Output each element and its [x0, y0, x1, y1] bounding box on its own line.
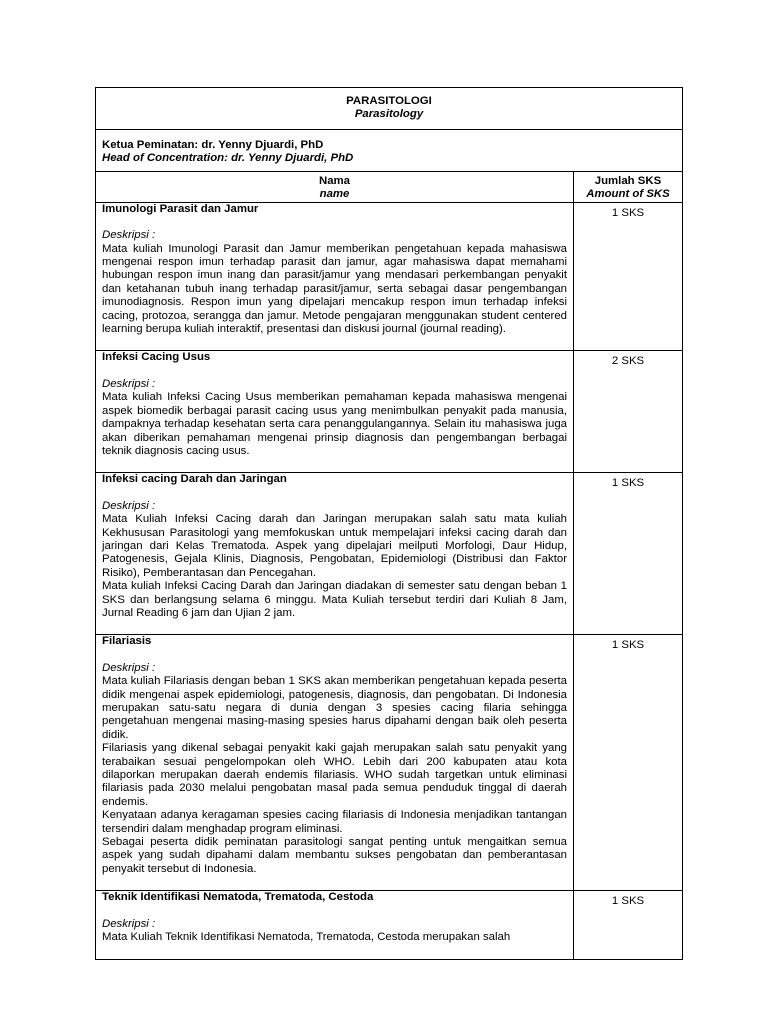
- sks-value: 1 SKS: [611, 895, 645, 908]
- column-sks-en: Amount of SKS: [586, 188, 670, 201]
- course-cell: [96, 202, 574, 351]
- head-en: Head of Concentration: dr. Yenny Djuardi, PhD: [102, 152, 354, 165]
- course-row: [96, 891, 683, 959]
- description-paragraph: Mata kuliah Infeksi Cacing Usus memberikan pemahaman kepada mahasiswa mengenai aspek biomedik berbagai parasit cacing usus yang menimbulkan penyakit pada manusia, dampaknya terhadap kesehatan serta cara penanggulangannya. Selain itu mahasiswa juga akan diberikan pemahaman mengenai prinsip diagnosis dan pengembangan berbagai teknik diagnosis cacing usus.: [102, 391, 567, 457]
- course-name: Infeksi Cacing Usus: [102, 351, 211, 364]
- course-cell: [96, 891, 574, 959]
- course-name: Imunologi Parasit dan Jamur: [102, 202, 259, 215]
- description-paragraph: Sebagai peserta didik peminatan parasitologi sangat penting untuk mengaitkan semua aspek yang sudah dipahami dalam membantu sukses pengobatan dan pemberantasan penyakit tersebut di Indonesia.: [102, 836, 567, 875]
- sks-cell: [574, 891, 683, 959]
- sks-value: 2 SKS: [611, 355, 645, 368]
- course-cell: [96, 635, 574, 891]
- course-row: [96, 351, 683, 473]
- description-label: Deskripsi :: [102, 917, 156, 930]
- course-row: [96, 635, 683, 891]
- sks-value: 1 SKS: [611, 477, 645, 490]
- course-cell: [96, 351, 574, 473]
- head-cell: [96, 130, 683, 172]
- head-row: [96, 130, 683, 172]
- sks-value: 1 SKS: [611, 639, 645, 652]
- column-header-name: [96, 172, 574, 203]
- course-table: [95, 87, 683, 960]
- description-paragraph: Filariasis yang dikenal sebagai penyakit kaki gajah merupakan salah satu penyakit yang terabaikan sesuai pengelompokan oleh WHO. Lebih dari 200 kabupaten atau kota dilaporkan merupakan daerah endemis filariasis. WHO sudah targetkan untuk eliminasi filariasis pada 2030 melalui pengobatan masal pada semua penduduk tinggal di daerah endemis.: [102, 742, 567, 808]
- course-cell: [96, 473, 574, 635]
- description-paragraph: Mata Kuliah Teknik Identifikasi Nematoda, Trematoda, Cestoda merupakan salah: [102, 931, 511, 944]
- description-paragraph: Kenyataan adanya keragaman spesies cacing filariasis di Indonesia menjadikan tantangan tersendiri dalam menghadap program eliminasi.: [102, 809, 567, 835]
- head-id: Ketua Peminatan: dr. Yenny Djuardi, PhD: [102, 139, 324, 151]
- title-id: PARASITOLOGI: [346, 95, 432, 107]
- column-header-row: [96, 172, 683, 203]
- description-paragraph: Mata Kuliah Infeksi Cacing darah dan Jaringan merupakan salah satu mata kuliah Kekhususan Parasitologi yang memfokuskan untuk mempelajari infeksi cacing darah dan jaringan dari Kelas Trematoda. Aspek yang dipelajari meilputi Morfologi, Daur Hidup, Patogenesis, Gejala Klinis, Diagnosis, Pengobatan, Epidemiologi (Distribusi dan Faktor Risiko), Pemberantasan dan Pencegahan.: [102, 513, 567, 579]
- title-row: [96, 88, 683, 130]
- sks-value: 1 SKS: [611, 206, 645, 219]
- description-label: Deskripsi :: [102, 229, 156, 242]
- description-paragraph: Mata kuliah Infeksi Cacing Darah dan Jaringan diadakan di semester satu dengan beban 1 SKS dan berlangsung selama 6 minggu. Mata Kuliah tersebut terdiri dari Kuliah 8 Jam, Jurnal Reading 6 jam dan Ujian 2 jam.: [102, 580, 567, 619]
- description-paragraph: Mata kuliah Filariasis dengan beban 1 SKS akan memberikan pengetahuan kepada peserta didik mengenai aspek epidemiologi, patogenesis, diagnosis, dan pengobatan. Di Indonesia merupakan satu-satu negara di dunia dengan 3 spesies cacing filaria sehingga pengetahuan mengenai masing-masing spesies harus dipahami dengan baik oleh peserta didik.: [102, 675, 567, 741]
- course-name: Teknik Identifikasi Nematoda, Trematoda, Cestoda: [102, 891, 374, 904]
- description-paragraph: Mata kuliah Imunologi Parasit dan Jamur memberikan pengetahuan kepada mahasiswa mengenai respon imun terhadap parasit dan jamur, agar mahasiswa dapat memahami hubungan respon imun inang dan parasit/jamur yang mendasari perkembangan penyakit dan ketahanan tubuh inang terhadap parasit/jamur, serta sebagai dasar pengembangan imunodiagnosis. Respon imun yang dipelajari mencakup respon imun terhadap infeksi cacing, protozoa, serangga dan jamur. Metode pengajaran menggunakan student centered learning berupa kuliah interaktif, presentasi dan diskusi journal (journal reading).: [102, 242, 567, 336]
- title-en: Parasitology: [354, 108, 424, 121]
- column-name-id: Nama: [318, 175, 351, 187]
- description-label: Deskripsi :: [102, 661, 156, 674]
- description-label: Deskripsi :: [102, 377, 156, 390]
- column-sks-id: Jumlah SKS: [594, 175, 662, 187]
- course-name: Filariasis: [102, 635, 152, 648]
- course-name: Infeksi cacing Darah dan Jaringan: [102, 473, 287, 486]
- course-row: [96, 202, 683, 351]
- column-header-sks: [574, 172, 683, 203]
- sks-cell: [574, 635, 683, 891]
- sks-cell: [574, 351, 683, 473]
- course-list: [96, 202, 683, 959]
- sks-cell: [574, 202, 683, 351]
- title-cell: [96, 88, 683, 130]
- sks-cell: [574, 473, 683, 635]
- description-label: Deskripsi :: [102, 499, 156, 512]
- column-name-en: name: [319, 188, 350, 201]
- course-row: [96, 473, 683, 635]
